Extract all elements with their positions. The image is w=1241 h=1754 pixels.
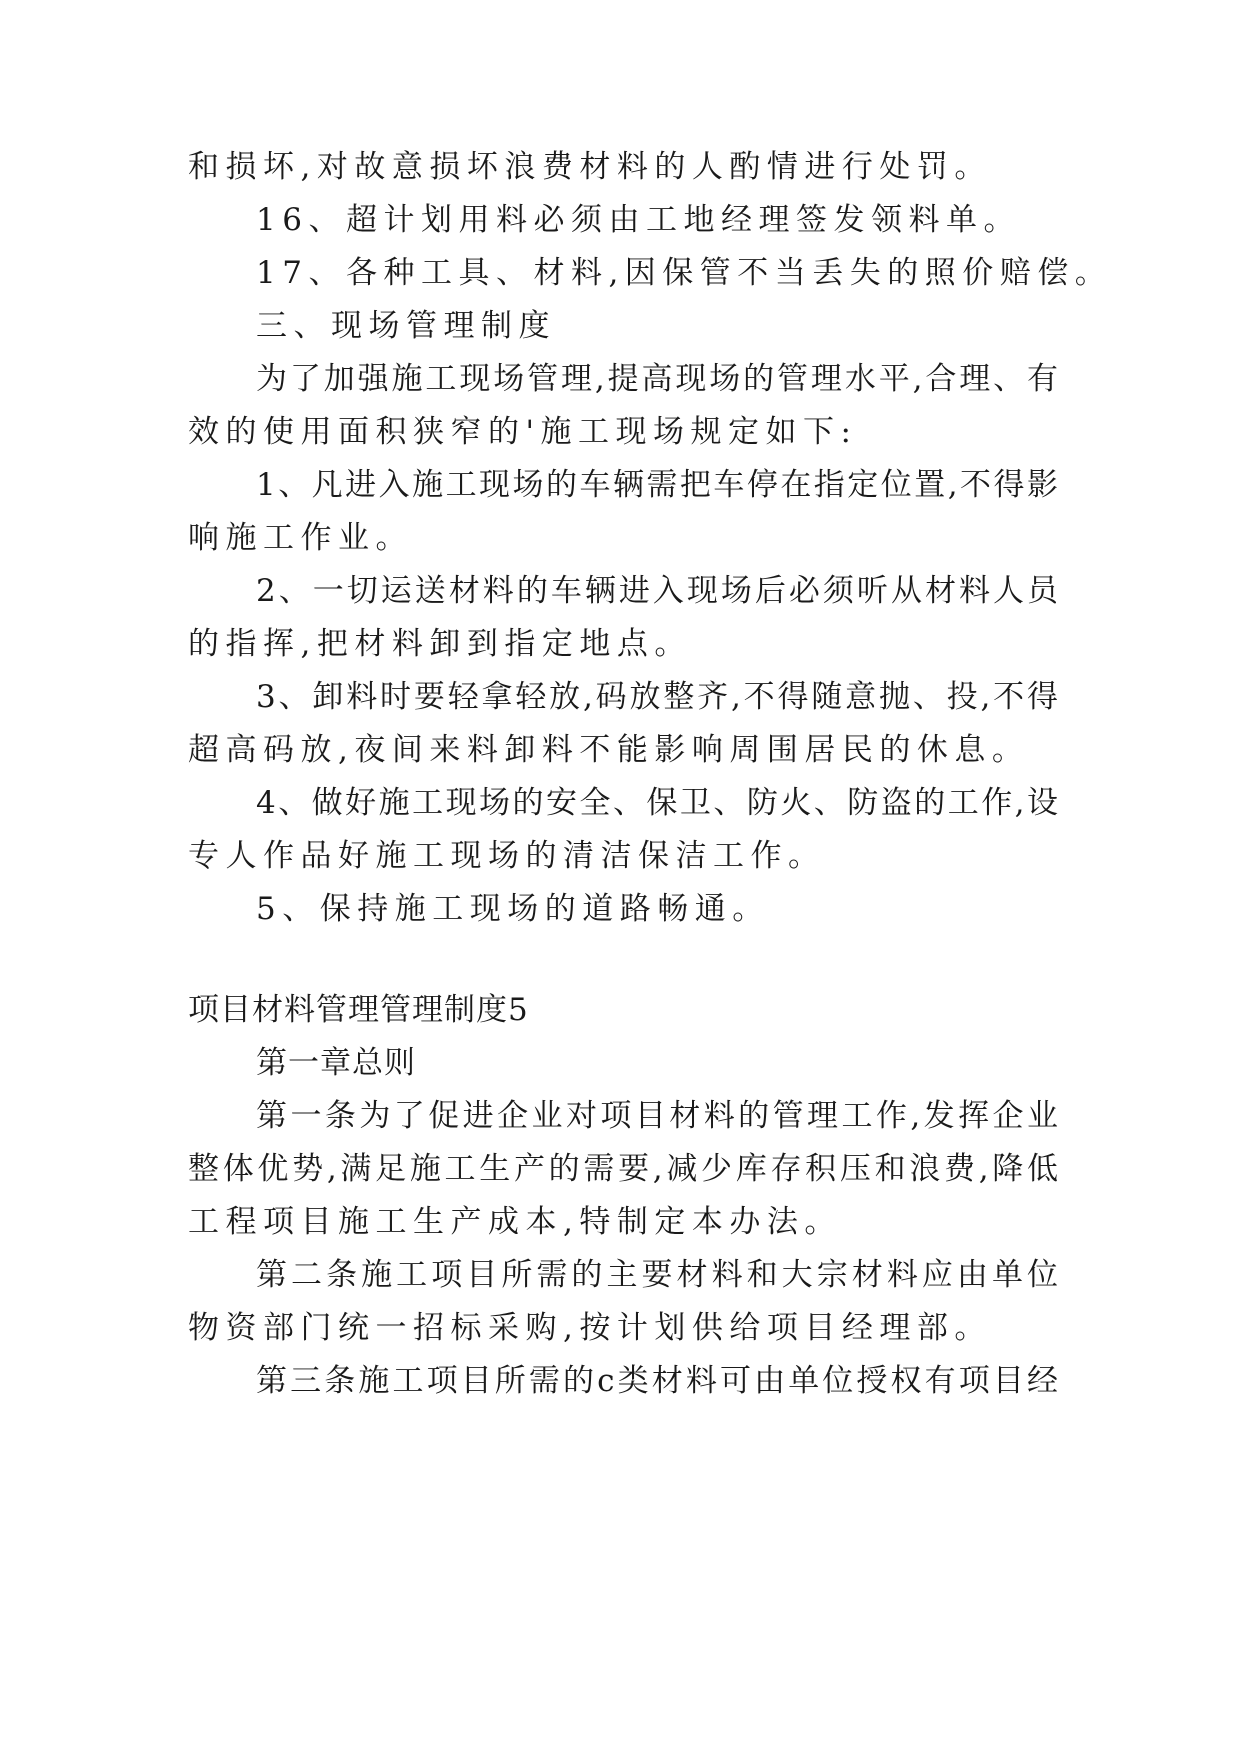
text-line: 响施工作业。	[188, 520, 413, 556]
chapter-heading: 第一章总则	[256, 1045, 416, 1081]
text-line: 4、做好施工现场的安全、保卫、防火、防盗的工作,设	[256, 785, 1058, 821]
text-line: 1、凡进入施工现场的车辆需把车停在指定位置,不得影	[256, 467, 1058, 503]
text-line: 的指挥,把材料卸到指定地点。	[188, 626, 692, 662]
text-line: 专人作品好施工现场的清洁保洁工作。	[188, 838, 826, 874]
text-line: 16、超计划用料必须由工地经理签发领料单。	[256, 202, 1021, 238]
text-line: 整体优势,满足施工生产的需要,减少库存积压和浪费,降低	[188, 1151, 1058, 1187]
text-line: 3、卸料时要轻拿轻放,码放整齐,不得随意抛、投,不得	[256, 679, 1058, 715]
text-line: 效的使用面积狭窄的'施工现场规定如下:	[188, 414, 858, 450]
text-line: 2、一切运送材料的车辆进入现场后必须听从材料人员	[256, 573, 1058, 609]
text-line: 第二条施工项目所需的主要材料和大宗材料应由单位	[256, 1257, 1058, 1293]
text-line: 第三条施工项目所需的c类材料可由单位授权有项目经	[256, 1363, 1058, 1399]
section-heading: 三、现场管理制度	[256, 308, 556, 344]
text-line: 物资部门统一招标采购,按计划供给项目经理部。	[188, 1310, 992, 1346]
text-line: 工程项目施工生产成本,特制定本办法。	[188, 1204, 842, 1240]
text-line: 5、保持施工现场的道路畅通。	[256, 891, 770, 927]
text-line: 为了加强施工现场管理,提高现场的管理水平,合理、有	[256, 361, 1058, 397]
text-line: 17、各种工具、材料,因保管不当丢失的照价赔偿。	[256, 255, 1113, 291]
text-line: 第一条为了促进企业对项目材料的管理工作,发挥企业	[256, 1098, 1058, 1134]
document-title: 项目材料管理管理制度5	[188, 992, 529, 1028]
text-line: 和损坏,对故意损坏浪费材料的人酌情进行处罚。	[188, 149, 992, 185]
text-line: 超高码放,夜间来料卸料不能影响周围居民的休息。	[188, 732, 1030, 768]
